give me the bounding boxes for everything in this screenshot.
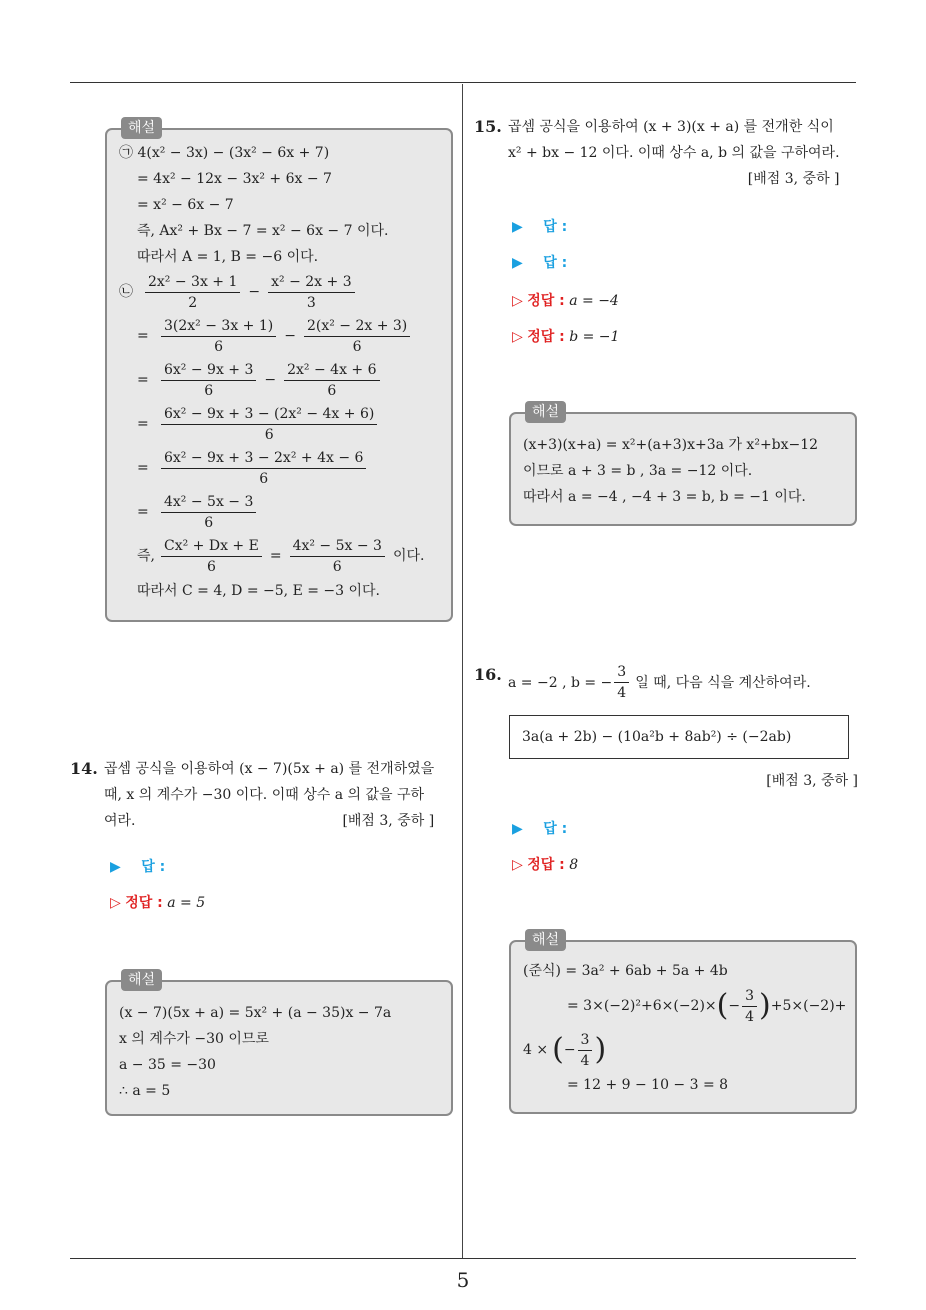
fraction-denominator: 6 [259,470,269,487]
explanation-tag: 해설 [525,929,566,951]
page-number: 5 [456,1268,470,1292]
fraction-line [119,314,439,358]
explanation-box-14 [105,972,453,1116]
correct-answer-row [512,326,619,346]
question-text-line: x² + bx − 12 이다. 이때 상수 a, b 의 값을 구하여라. [508,145,840,161]
correct-label: 정답 : [527,857,565,873]
paren: ) [759,988,771,1023]
explain-line: a − 35 = −30 [119,1057,216,1073]
operator: − [284,328,296,344]
triangle-icon: ▷ [512,857,523,873]
question-text-line: 곱셈 공식을 이용하여 (x + 3)(x + a) 를 전개한 식이 [508,119,834,135]
play-icon: ▶ [110,859,121,875]
question-number: 16. [474,665,502,684]
fraction [578,1030,593,1071]
question-16 [474,662,858,703]
fraction [304,316,410,357]
triangle-icon: ▷ [512,293,523,309]
fraction [161,492,256,533]
explain-line: 따라서 A = 1, B = −6 이다. [137,249,319,265]
answer-row [512,216,567,236]
fraction-denominator: 6 [204,514,214,531]
explain-line [523,1028,843,1072]
fraction [161,448,366,489]
score-label: [배점 3, 중하 ] [747,171,840,187]
fraction-numerator: 2x² − 4x + 6 [284,360,379,381]
fraction-numerator: 4x² − 5x − 3 [161,492,256,513]
paren: ) [594,1032,607,1067]
fraction-denominator: 4 [580,1052,590,1069]
question-text-line: 때, x 의 계수가 −30 이다. 이때 상수 a 의 값을 구하 [104,787,425,803]
operator: 이다. [392,548,425,564]
fraction-line [119,446,439,490]
question-15 [474,114,858,192]
explanation-box-16 [509,932,857,1114]
fraction-denominator: 6 [204,382,214,399]
fraction-denominator: 6 [264,426,274,443]
correct-label: 정답 : [527,293,565,309]
fraction-numerator: 6x² − 9x + 3 − (2x² − 4x + 6) [161,404,377,425]
explanation-tag: 해설 [121,969,162,991]
fraction-line [119,402,439,446]
correct-value: 8 [569,857,579,873]
question-text-line: 여라. [104,813,136,829]
fraction-numerator: 3 [742,986,757,1007]
fraction-numerator: 2x² − 3x + 1 [145,272,240,293]
column-divider [462,84,463,1258]
fraction [614,662,629,703]
fraction-denominator: 3 [306,294,316,311]
triangle-icon: ▷ [512,329,523,345]
explain-line: 따라서 C = 4, D = −5, E = −3 이다. [137,583,381,599]
fraction-numerator: 4x² − 5x − 3 [290,536,385,557]
fraction [268,272,354,313]
correct-value: b = −1 [569,329,620,345]
fraction-numerator: 6x² − 9x + 3 [161,360,256,381]
fraction-denominator: 6 [327,382,337,399]
fraction [284,360,379,401]
answer-label: 답 : [543,255,568,271]
question-number: 14. [70,759,98,778]
triangle-icon: ▷ [110,895,121,911]
operator: = [269,548,282,564]
explain-text: 4 × [523,1042,549,1058]
fraction-line [119,534,439,578]
explain-line: 이므로 a + 3 = b , 3a = −12 이다. [523,463,753,479]
explain-line: (준식) = 3a² + 6ab + 5a + 4b [523,963,728,979]
explain-line: = 4x² − 12x − 3x² + 6x − 7 [137,171,332,187]
fraction-denominator: 6 [206,558,216,575]
lead-symbol: = [137,372,149,388]
correct-label: 정답 : [527,329,565,345]
fraction-denominator: 6 [332,558,342,575]
explain-text: − [728,998,741,1014]
top-rule [70,82,856,83]
fraction-numerator: 6x² − 9x + 3 − 2x² + 4x − 6 [161,448,366,469]
fraction [161,316,276,357]
fraction-line [119,270,439,314]
answer-row [512,252,567,272]
score-label: [배점 3, 중하 ] [766,773,858,789]
operator: − [264,372,277,388]
fraction-denominator: 6 [214,338,224,355]
explain-line: = 12 + 9 − 10 − 3 = 8 [567,1077,729,1093]
explain-line: ∴ a = 5 [119,1083,171,1099]
score-label: [배점 3, 중하 ] [342,813,435,829]
fraction-numerator: 2(x² − 2x + 3) [304,316,410,337]
fraction-denominator: 6 [352,338,362,355]
fraction [161,360,256,401]
explanation-box-13 [105,120,453,622]
correct-answer-row [110,892,205,912]
question-number: 15. [474,117,502,136]
explain-text: +5×(−2)+ [770,998,847,1014]
lead-symbol: = [137,416,149,432]
explain-text: = 3×(−2)²+6×(−2)× [567,998,717,1014]
fraction-derivation [119,270,439,578]
play-icon: ▶ [512,821,523,837]
explanation-tag: 해설 [525,401,566,423]
explain-line: (x − 7)(5x + a) = 5x² + (a − 35)x − 7a [119,1005,392,1021]
lead-symbol: 즉, [137,548,155,564]
play-icon: ▶ [512,219,523,235]
explain-line: ㉠ 4(x² − 3x) − (3x² − 6x + 7) [119,145,330,161]
explain-line: 따라서 a = −4 , −4 + 3 = b, b = −1 이다. [523,489,806,505]
correct-value: a = 5 [167,895,206,911]
play-icon: ▶ [512,255,523,271]
fraction-numerator: x² − 2x + 3 [268,272,354,293]
fraction [161,536,262,577]
question-text-line: 곱셈 공식을 이용하여 (x − 7)(5x + a) 를 전개하였을 [104,761,435,777]
fraction-line [119,358,439,402]
answer-row [110,856,165,876]
explanation-tag: 해설 [121,117,162,139]
question-text-line: 일 때, 다음 식을 계산하여라. [635,674,811,691]
fraction-numerator: 3(2x² − 3x + 1) [161,316,276,337]
answer-label: 답 : [543,219,568,235]
lead-symbol: = [137,328,149,344]
expression-box: 3a(a + 2b) − (10a²b + 8ab²) ÷ (−2ab) [509,715,849,759]
explanation-box-15 [509,404,857,526]
fraction-denominator: 4 [745,1008,755,1025]
paren: ( [552,1032,564,1067]
correct-answer-row [512,854,578,874]
lead-symbol: = [137,460,149,476]
correct-value: a = −4 [569,293,619,309]
correct-answer-row [512,290,619,310]
explain-line: (x+3)(x+a) = x²+(a+3)x+3a 가 x²+bx−12 [523,437,819,453]
answer-label: 답 : [543,821,568,837]
fraction-numerator: 3 [614,662,629,683]
explain-line: = x² − 6x − 7 [137,197,234,213]
item-marker: ㉡ [119,284,133,300]
answer-label: 답 : [141,859,166,875]
fraction [145,272,240,313]
fraction-denominator: 2 [188,294,198,311]
correct-label: 정답 : [125,895,163,911]
explain-line: 즉, Ax² + Bx − 7 = x² − 6x − 7 이다. [137,223,389,239]
explain-line: x 의 계수가 −30 이므로 [119,1031,269,1047]
explain-text: − [563,1042,576,1058]
bottom-rule [70,1258,856,1259]
explain-line [523,984,847,1028]
fraction [290,536,385,577]
paren: ( [716,988,729,1023]
answer-row [512,818,567,838]
question-text-line: a = −2 , b = − [508,674,613,691]
fraction-denominator: 4 [617,685,627,701]
fraction [161,404,377,445]
fraction-line [119,490,439,534]
fraction-numerator: 3 [578,1030,593,1051]
lead-symbol: = [137,504,149,520]
operator: − [248,284,261,300]
fraction [742,986,757,1027]
fraction-numerator: Cx² + Dx + E [161,536,262,557]
question-14 [70,756,456,834]
